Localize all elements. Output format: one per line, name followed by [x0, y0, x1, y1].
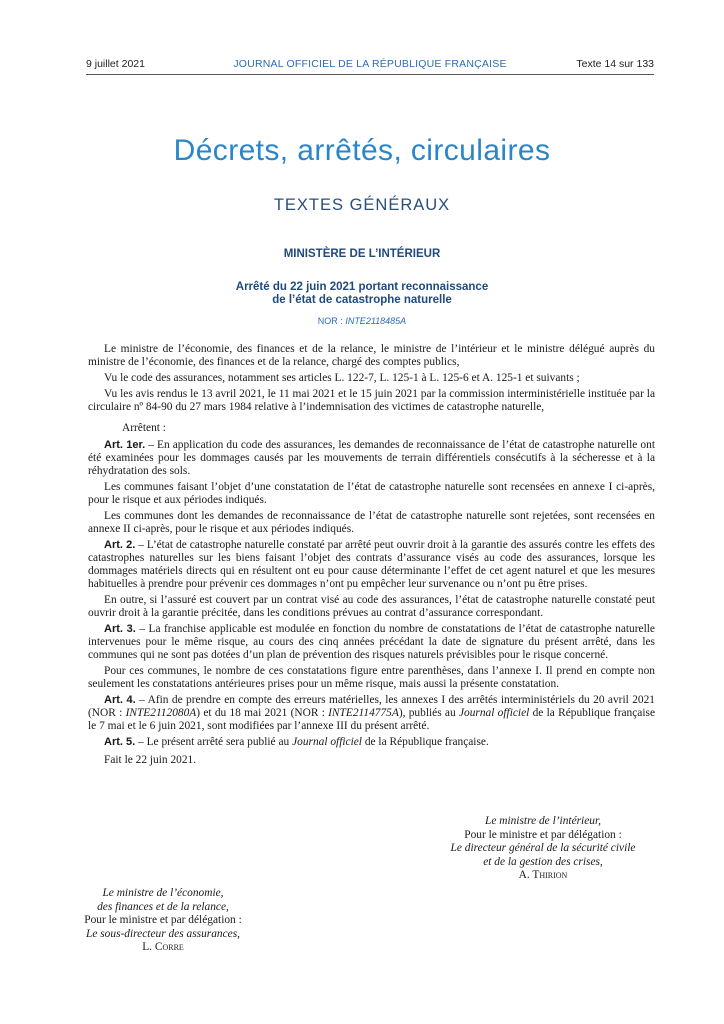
arretent: Arrêtent :: [122, 422, 166, 434]
sig-left-name: L. Corre: [142, 941, 184, 953]
article-5-label: Art. 5.: [104, 736, 136, 748]
header-rule: [86, 74, 654, 75]
ministry-name: MINISTÈRE DE L’INTÉRIEUR: [283, 248, 441, 260]
article-4-text-1: – Afin de prendre en compte des erreurs matérielles, les annexes I des arrêtés interministériels du 20 avril 2021 (NOR :: [88, 694, 655, 719]
article-1-text: – En application du code des assurances, les demandes de reconnaissance de l’état de catastrophe naturelle ont été examinées pour les dommages causés par les mouvements de terrain différentiels consécutifs à la sécheresse et à la réhydratation des sols.: [88, 439, 655, 477]
article-5-text-1: – Le présent arrêté sera publié au: [135, 736, 293, 748]
sig-right-line1: Le ministre de l’intérieur,: [484, 815, 601, 827]
article-2: [88, 539, 655, 591]
sig-left-line3: Pour le ministre et par délégation :: [84, 914, 242, 926]
article-3: [88, 623, 655, 662]
sig-right-line3: Le directeur général de la sécurité civile: [450, 842, 636, 854]
article-4-journal: Journal officiel: [458, 707, 530, 719]
article-1-label: Art. 1er.: [104, 439, 146, 451]
arrete-title-line1: Arrêté du 22 juin 2021 portant reconnaissance: [235, 281, 489, 293]
nor-label: NOR :: [317, 316, 346, 326]
article-1: [88, 439, 655, 478]
header-journal-title: JOURNAL OFFICIEL DE LA RÉPUBLIQUE FRANÇAISE: [233, 58, 507, 70]
article-5: [88, 736, 655, 749]
sig-right-line2: Pour le ministre et par délégation :: [464, 828, 622, 841]
article-2-paragraph-2: En outre, si l’assuré est couvert par un contrat visé au code des assurances, l’état de catastrophe naturelle constaté peut ouvrir droit à la garantie précitée, dans les conditions prévues au contrat d’assurance correspondant.: [88, 594, 655, 619]
article-4-text-3: ), publiés au: [398, 707, 459, 719]
article-3-paragraph-2: Pour ces communes, le nombre de ces constatations figure entre parenthèses, dans l’annexe I. Il prend en compte non seulement les constatations antérieures prises pour un même risque, mais aussi la présente constatation.: [88, 665, 655, 690]
article-5-text-2: de la République française.: [361, 736, 489, 748]
article-4-label: Art. 4.: [104, 694, 136, 706]
fait-date: Fait le 22 juin 2021.: [104, 754, 197, 766]
article-1-paragraph-2: Les communes faisant l’objet d’une constatation de l’état de catastrophe naturelle sont recensées en annexe I ci-après, pour le risque et aux périodes indiqués.: [88, 481, 655, 506]
nor-reference: [0, 316, 724, 326]
preamble-vu-code: Vu le code des assurances, notamment ses articles L. 122-7, L. 125-1 à L. 125-6 et A. 125-1 et suivants ;: [104, 372, 580, 384]
article-4-text-2: ) et du 18 mai 2021 (NOR :: [196, 707, 329, 719]
signature-economie: [38, 887, 288, 955]
sig-left-line4: Le sous-directeur des assurances,: [86, 927, 240, 940]
arrete-body: [88, 343, 655, 770]
signature-interieur: [418, 815, 668, 883]
sig-right-name: A. Thirion: [518, 869, 568, 881]
section-title: Décrets, arrêtés, circulaires: [173, 134, 551, 167]
article-1-paragraph-3: Les communes dont les demandes de reconnaissance de l’état de catastrophe naturelle sont rejetées, sont recensées en annexe II ci-après, pour le risque et aux périodes indiqués.: [88, 510, 655, 535]
article-4-text-4: de la République française le 7 mai et le 6 juin 2021, sont modifiées par l’annexe III du présent arrêté.: [88, 707, 655, 732]
article-4: [88, 694, 655, 733]
article-2-text: – L’état de catastrophe naturelle constaté par arrêté peut ouvrir droit à la garantie des assurés contre les effets des catastrophes naturelles sur les biens faisant l’objet des contrats d’assurance visés au code des assurances, lorsque les dommages matériels directs qui en résultent ont eu pour cause déterminante l’effet de cet agent naturel et que les mesures habituelles à prendre pour prévenir ces dommages n’ont pu empêcher leur survenance ou n’ont pu être prises.: [88, 539, 655, 590]
preamble-vu-avis: Vu les avis rendus le 13 avril 2021, le 11 mai 2021 et le 15 juin 2021 par la commission interministérielle instituée par la circulaire nº 84-90 du 27 mars 1984 relative à l’indemnisation des victimes de catastrophe naturelle,: [88, 388, 655, 413]
article-4-nor-2: INTE2114775A: [328, 707, 399, 719]
article-3-label: Art. 3.: [104, 623, 136, 635]
header-text-number: Texte 14 sur 133: [576, 58, 654, 70]
article-3-text: – La franchise applicable est modulée en fonction du nombre de constatations de l’état de catastrophe naturelle intervenues pour le même risque, au cours des cinq années précédant la date de signature du présent arrêté, dans les communes qui ne sont pas dotées d’un plan de prévention des risques naturels prévisibles pour le risque concerné.: [88, 623, 655, 661]
sig-left-line1: Le ministre de l’économie,: [102, 887, 224, 899]
article-2-label: Art. 2.: [104, 539, 136, 551]
arrete-title-line2: de l’état de catastrophe naturelle: [272, 294, 452, 306]
sub-title: TEXTES GÉNÉRAUX: [273, 196, 451, 214]
article-5-journal: Journal officiel: [292, 736, 362, 748]
sig-left-line2: des finances et de la relance,: [97, 900, 229, 913]
preamble-ministers: Le ministre de l’économie, des finances et de la relance, le ministre de l’intérieur et le ministre délégué auprès du ministre de l’économie, des finances et de la relance, chargé des comptes publics,: [88, 343, 655, 368]
arrete-title: [0, 281, 724, 307]
article-4-nor-1: INTE2112080A: [125, 707, 197, 719]
nor-value: INTE2118485A: [345, 316, 407, 326]
sig-right-line4: et de la gestion des crises,: [483, 855, 603, 868]
header-date: 9 juillet 2021: [86, 58, 145, 70]
